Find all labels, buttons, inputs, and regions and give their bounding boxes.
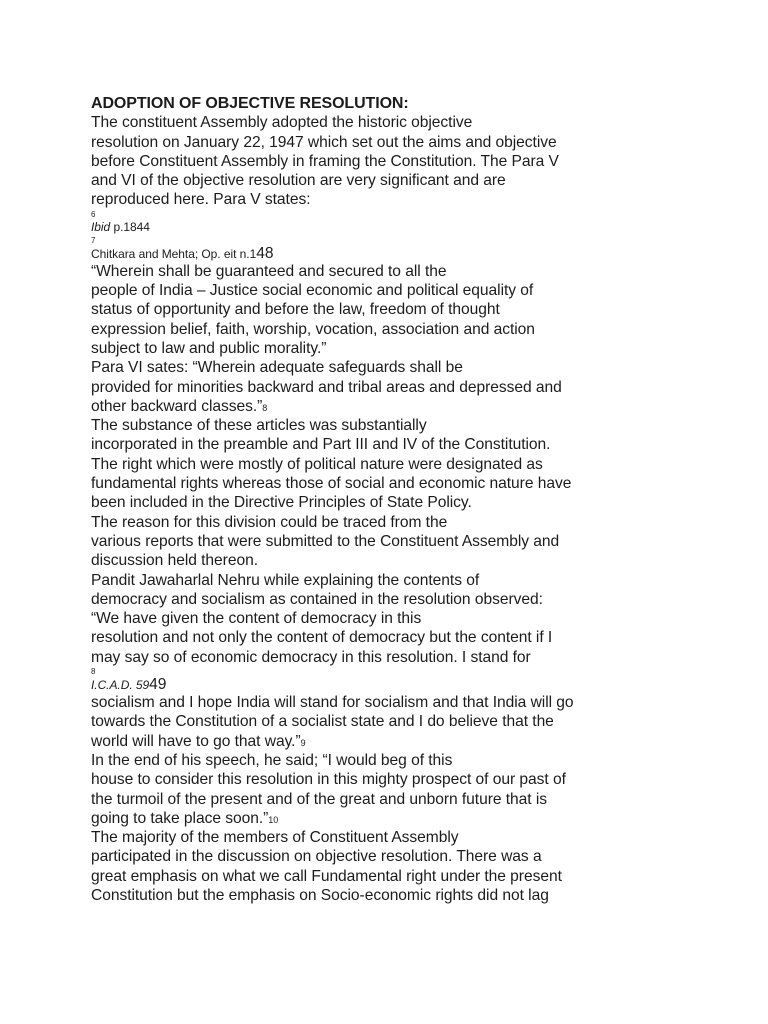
footnote-mark-8: 8	[91, 667, 96, 677]
body-line: participated in the discussion on objective resolution. There was a	[91, 848, 542, 866]
footnote-ref-10: 10	[268, 814, 279, 825]
footnote-6	[91, 219, 761, 236]
body-line: In the end of his speech, he said; “I would beg of this	[91, 751, 453, 769]
body-line	[91, 809, 761, 828]
body-line	[91, 397, 761, 416]
body-line: Pandit Jawaharlal Nehru while explaining the contents of	[91, 571, 480, 589]
body-line: Constitution but the emphasis on Socio-economic rights did not lag	[91, 886, 549, 904]
body-line: The substance of these articles was substantially	[91, 417, 427, 435]
body-line: socialism and I hope India will stand for socialism and that India will go	[91, 694, 574, 712]
body-line: status of opportunity and before the law, freedom of thought	[91, 301, 500, 319]
footnote-6-page: p.1844	[110, 219, 150, 234]
body-line: and VI of the objective resolution are very significant and are	[91, 172, 506, 190]
body-line: incorporated in the preamble and Part III and IV of the Constitution.	[91, 436, 551, 454]
body-line	[91, 732, 761, 751]
footnote-mark-6: 6	[91, 209, 96, 219]
footnote-ref-8: 8	[262, 402, 268, 413]
body-line: subject to law and public morality.”	[91, 339, 327, 357]
body-line: people of India – Justice social economic and political equality of	[91, 282, 534, 300]
footnote-8-source: I.C.A.D. 59	[91, 678, 150, 693]
body-line: “We have given the content of democracy in this	[91, 610, 422, 628]
body-line: been included in the Directive Principles of State Policy.	[91, 494, 472, 512]
body-line: The majority of the members of Constituent Assembly	[91, 829, 459, 847]
body-line: fundamental rights whereas those of social and economic nature have	[91, 475, 572, 493]
footnote-mark-7: 7	[91, 235, 96, 245]
footnote-6-source: Ibid	[91, 219, 111, 234]
body-text: other backward classes.”	[91, 397, 263, 415]
body-line: before Constituent Assembly in framing the Constitution. The Para V	[91, 152, 559, 170]
body-line: house to consider this resolution in this mighty prospect of our past of	[91, 771, 566, 789]
body-line: various reports that were submitted to the Constituent Assembly and	[91, 532, 560, 550]
footnote-ref-9: 9	[300, 737, 306, 748]
document-page	[91, 94, 761, 905]
body-line: expression belief, faith, worship, vocation, association and action	[91, 320, 535, 338]
footnote-7-page: 48	[256, 244, 274, 262]
footnote-7-text: Chitkara and Mehta; Op. eit n.1	[91, 246, 257, 261]
footnote-8-page: 49	[149, 676, 167, 694]
body-line: Para VI sates: “Wherein adequate safeguards shall be	[91, 359, 463, 377]
body-line: provided for minorities backward and tribal areas and depressed and	[91, 378, 562, 396]
footnote-7	[91, 245, 761, 262]
body-line: democracy and socialism as contained in the resolution observed:	[91, 590, 543, 608]
footnote-8	[91, 676, 761, 693]
body-line: The right which were mostly of political nature were designated as	[91, 455, 543, 473]
body-line: The constituent Assembly adopted the historic objective	[91, 114, 473, 132]
body-line: resolution on January 22, 1947 which set out the aims and objective	[91, 133, 557, 151]
body-text: going to take place soon.”	[91, 809, 269, 827]
body-text: world will have to go that way.”	[91, 732, 301, 750]
body-line: reproduced here. Para V states:	[91, 191, 311, 209]
body-line: “Wherein shall be guaranteed and secured to all the	[91, 262, 447, 280]
body-line: may say so of economic democracy in this resolution. I stand for	[91, 648, 531, 666]
body-line: discussion held thereon.	[91, 552, 258, 570]
body-line: resolution and not only the content of democracy but the content if I	[91, 629, 553, 647]
body-line: great emphasis on what we call Fundamental right under the present	[91, 867, 562, 885]
body-line: towards the Constitution of a socialist state and I do believe that the	[91, 713, 554, 731]
body-line: the turmoil of the present and of the great and unborn future that is	[91, 790, 547, 808]
section-heading: ADOPTION OF OBJECTIVE RESOLUTION:	[91, 95, 409, 112]
body-line: The reason for this division could be traced from the	[91, 513, 448, 531]
